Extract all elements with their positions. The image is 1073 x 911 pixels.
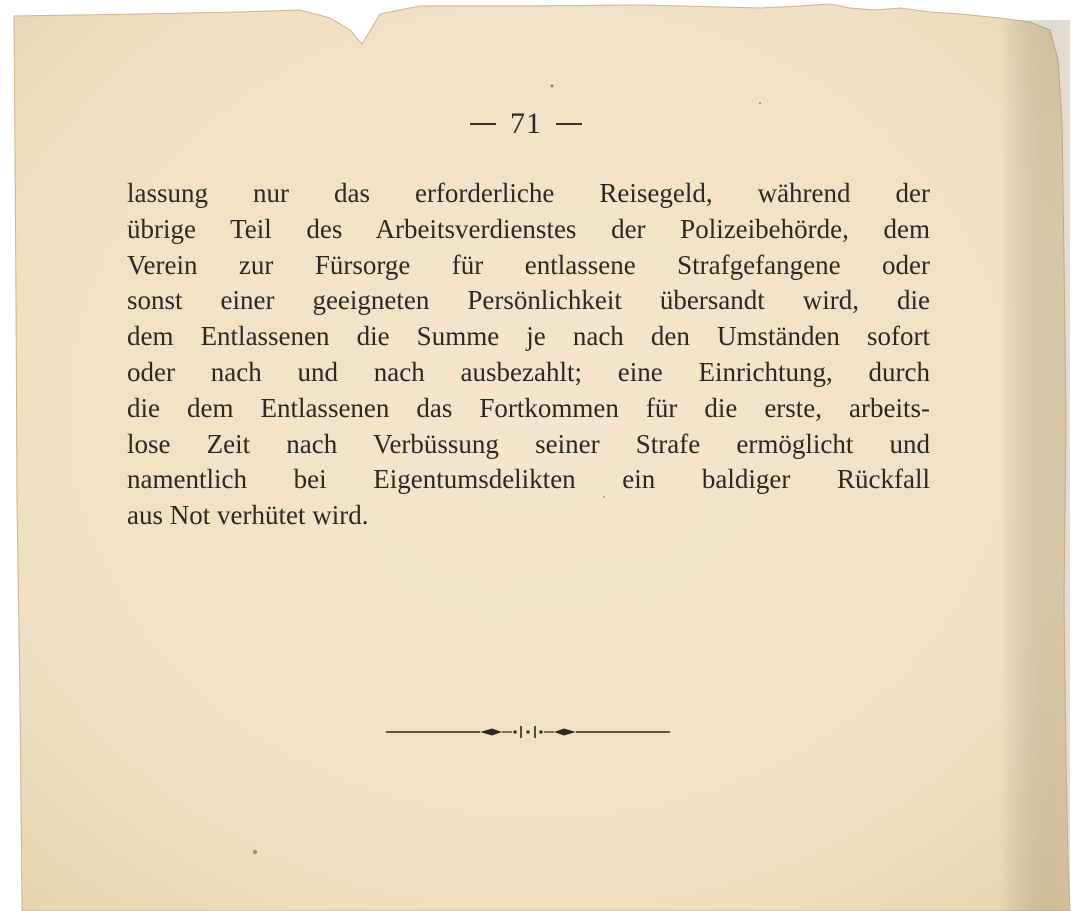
body-paragraph (127, 176, 930, 534)
left-dash (470, 123, 496, 125)
text-line: übrige Teil des Arbeitsverdienstes der Polizeibehörde, dem (127, 213, 930, 244)
paper-speck (551, 85, 554, 88)
text-line: lassung nur das erforderliche Reisegeld, während der (127, 178, 930, 208)
text-line: sonst einer geeigneten Persönlichkeit übersandt wird, die (127, 285, 930, 316)
text-line: Verein zur Fürsorge für entlassene Strafgefangene oder (127, 249, 930, 280)
page-number: 71 (510, 107, 542, 140)
text-line: die dem Entlassenen das Fortkommen für die erste, arbeits- (127, 392, 930, 423)
text-line: aus Not verhütet wird. (127, 500, 369, 531)
text-line: namentlich bei Eigentumsdelikten ein baldiger Rückfall (127, 464, 930, 495)
text-line: lose Zeit nach Verbüssung seiner Strafe ermöglicht und (127, 428, 930, 459)
end-of-text-ornament-icon (384, 722, 672, 742)
text-line: oder nach und nach ausbezahlt; eine Einrichtung, durch (127, 356, 930, 387)
page-number-line (0, 104, 1052, 144)
text-line: dem Entlassenen die Summe je nach den Umständen sofort (127, 321, 930, 352)
paper-speck (253, 850, 257, 854)
right-dash (556, 123, 582, 125)
